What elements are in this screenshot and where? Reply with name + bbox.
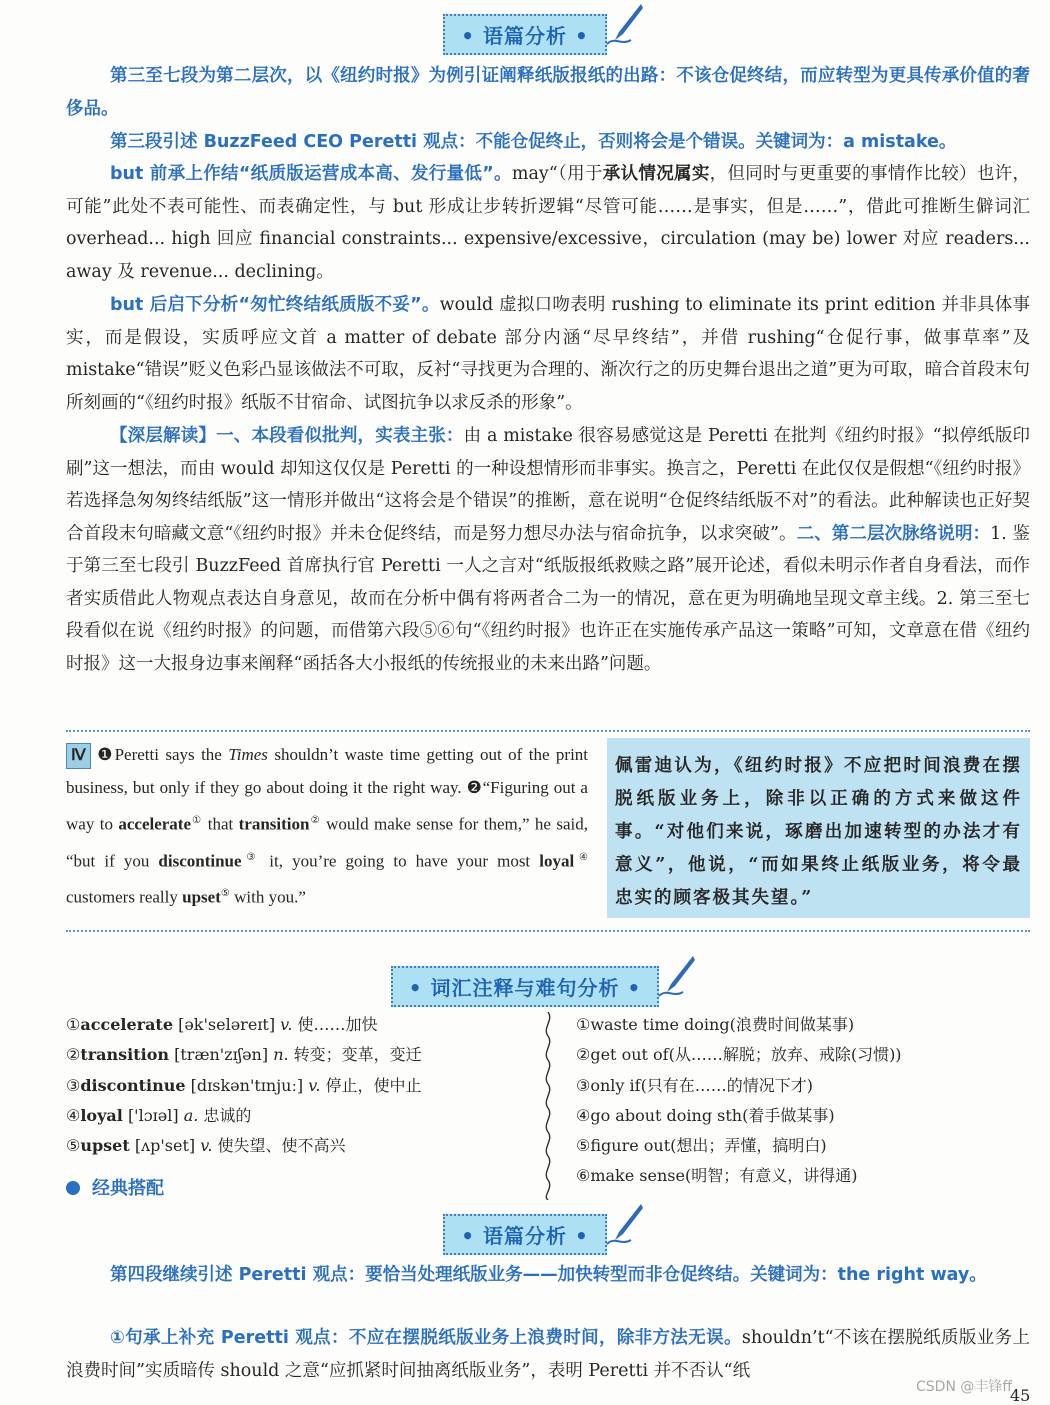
section-header-pill <box>443 14 607 55</box>
phrase-item: ①waste time doing(浪费时间做某事) <box>576 1015 855 1034</box>
watermark: CSDN @丰锋ff <box>916 1379 1013 1395</box>
vocab-item: ④loyal ['lɔɪəl] a. 忠诚的 <box>66 1105 252 1125</box>
sentence-number: ❶ <box>97 745 115 764</box>
section-header-vocab <box>0 966 1050 1006</box>
collocation-heading: 经典搭配 <box>66 1174 164 1200</box>
vocab-list <box>66 1010 526 1161</box>
english-passage: Ⅳ ❶Peretti says the Times shouldn’t waste time getting out of the print business, but only if they go about doing it the right way. ❷“Figuring out a way to accelerate① that transition② would make sense for them,” he said, “but if you discontinue③ it, you’re going to have your most loyal④ customers really upset⑤ with you.” <box>66 745 589 907</box>
deep-interpretation: 【深层解读】一、本段看似批判，实表主张：由 a mistake 很容易感觉这是 Peretti 在批判《纽约时报》“拟停纸版印刷”这一想法，而由 would 却知这仅仅是 Peretti 的一种设想情形而非事实。换言之，Peretti 在此仅仅是假想“《纽约时报》若选择急匆匆终结纸版”这一情形并做出“这将会是个错误”的推断，意在说明“仓促终结纸版不对”的看法。此种解读也正好契合首段末句暗藏文意“《纽约时报》并未仓促终结，而是努力想尽办法与宿命抗争，以求突破”。二、第二层次脉络说明：1. 鉴于第三至七段引 BuzzFeed 首席执行官 Peretti 一人之言对“纸版报纸救赎之路”展开论述，看似未明示作者自身看法，而作者实质借此人物观点表达自身意见，故而在分析中偶有将两者合二为一的情况，意在更为明确地呈现文章主线。2. 第三至七段看似在说《纽约时报》的问题，而借第六段⑤⑥句“《纽约时报》也许正在实施传承产品这一策略”可知，文章意在借《纽约时报》这一大报身边事来阐释“函括各大小报纸的传统报业的未来出路”问题。 <box>66 426 1031 674</box>
section-header-pill <box>443 1214 607 1255</box>
translation-text: 佩雷迪认为，《纽约时报》不应把时间浪费在摆脱纸版业务上，除非以正确的方式来做这件事。“对他们来说，琢磨出加速转型的办法才有意义”，他说，“而如果终止纸版业务，将令最忠实的顾客极其失望。” <box>615 756 1022 908</box>
sentence-number: ❷ <box>466 778 483 797</box>
bullet-icon <box>66 1181 80 1195</box>
analysis-but-preceding: but 前承上作结“纸质版运营成本高、发行量低”。may“（用于承认情况属实，但同时与更重要的事情作比较）也许，可能”此处不表可能性、而表确定性，与 but 形成让步转折逻辑“尽管可能……是事实，但是……”，借此可推断生僻词汇 overhead... high 回应 financial constraints... expensive/excessive，circulation (may be) lower 对应 readers... away 及 revenue... declining。 <box>66 164 1030 282</box>
analysis-but-following: but 后启下分析“匆忙终结纸质版不妥”。would 虚拟口吻表明 rushing to eliminate its print edition 并非具体事实，而是假设，实质呼应文首 a matter of debate 部分内涵“尽早终结”，并借 rushing“仓促行事，做事草率”及 mistake“错误”贬义色彩凸显该做法不可取，反衬“寻找更为合理的、渐次行之的历史舞台退出之道”更为可取，暗合首段末句所刻画的“《纽约时报》纸版不甘宿命、试图抗争以求反杀的形象”。 <box>66 295 1030 413</box>
pen-icon <box>605 2 645 46</box>
section-header-pill <box>391 966 660 1007</box>
phrase-item: ②get out of(从……解脱；放弃、戒除(习惯)) <box>576 1045 902 1065</box>
section-header-label: • 词汇注释与难句分析 • <box>408 975 642 1000</box>
vocab-item: ⑤upset [ʌp'set] v. 使失望、使不高兴 <box>66 1136 346 1156</box>
vocab-item: ③discontinue [dɪskən'tɪnjuː] v. 停止，使中止 <box>66 1075 422 1095</box>
paragraph-4-summary: 第四段继续引述 Peretti 观点：要恰当处理纸版业务——加快转型而非仓促终结。关键词为：the right way。 <box>110 1265 987 1285</box>
interpretation-heading: 【深层解读】一、本段看似批判，实表主张： <box>110 426 464 446</box>
phrase-item: ⑤figure out(想出；弄懂，搞明白) <box>576 1136 827 1156</box>
phrase-list <box>576 1010 1026 1192</box>
pen-icon <box>657 954 697 998</box>
phrase-item: ⑥make sense(明智；有意义，讲得通) <box>576 1166 858 1186</box>
translation-box <box>607 738 1030 918</box>
phrase-item: ④go about doing sth(着手做某事) <box>576 1105 835 1125</box>
section-header-discourse <box>0 14 1050 54</box>
dotted-divider <box>66 730 1030 732</box>
analysis-lead: ①句承上补充 Peretti 观点：不应在摆脱纸版业务上浪费时间，除非方法无误。 <box>110 1328 742 1348</box>
phrase-item: ③only if(只有在……的情况下才) <box>576 1075 814 1095</box>
wavy-divider <box>540 1012 556 1200</box>
analysis-lead: but 后启下分析“匆忙终结纸质版不妥”。 <box>110 295 440 315</box>
paragraph-3-summary: 第三段引述 BuzzFeed CEO Peretti 观点：不能仓促终止，否则将会是个错误。关键词为：a mistake。 <box>110 132 957 152</box>
vocab-item: ①accelerate [ək'seləreɪt] v. 使……加快 <box>66 1015 378 1034</box>
pen-icon <box>605 1202 645 1246</box>
interpretation-heading: 二、第二层次脉络说明： <box>796 523 991 544</box>
section-header-label: • 语篇分析 • <box>461 23 589 48</box>
page-number: 45 <box>1010 1386 1031 1405</box>
section-header-discourse <box>0 1214 1050 1254</box>
analysis-lead: but 前承上作结“纸质版运营成本高、发行量低”。 <box>110 164 512 184</box>
dotted-divider <box>66 930 1030 932</box>
layer-summary: 第三至七段为第二层次，以《纽约时报》为例引证阐释纸版报纸的出路：不该仓促终结，而应转型为更具传承价值的奢侈品。 <box>66 66 1030 119</box>
sentence-1-analysis: ①句承上补充 Peretti 观点：不应在摆脱纸版业务上浪费时间，除非方法无误。shouldn’t“不该在摆脱纸质版业务上浪费时间”实质暗传 should 之意“应抓紧时间抽离纸版业务”，表明 Peretti 并不否认“纸 <box>66 1328 1030 1381</box>
paragraph-number-badge: Ⅳ <box>66 743 91 769</box>
section-header-label: • 语篇分析 • <box>461 1223 589 1248</box>
vocab-item: ②transition [træn'zɪʃən] n. 转变；变革，变迁 <box>66 1045 422 1065</box>
